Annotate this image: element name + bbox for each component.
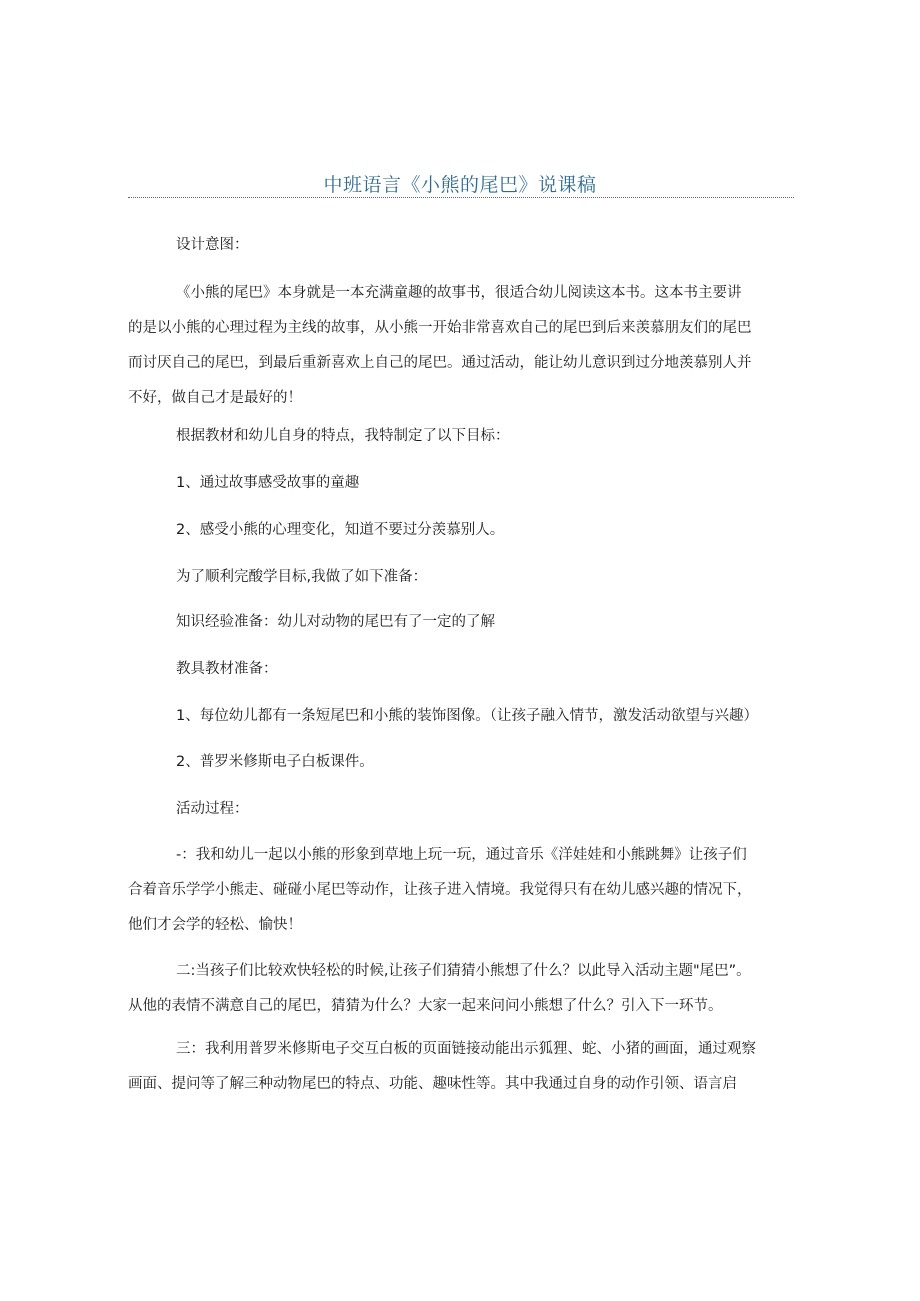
step-line: 他们才会学的轻松、愉快！ <box>128 917 302 933</box>
material-item-2: 2、普罗米修斯电子白板课件。 <box>176 754 374 770</box>
intro-line: 而讨厌自己的尾巴，到最后重新喜欢上自己的尾巴。通过活动，能让幼儿意识到过分地羡慕别人并 <box>128 355 752 371</box>
document-title: 中班语言《小熊的尾巴》说课稿 <box>323 174 597 196</box>
intro-line: 的是以小熊的心理过程为主线的故事，从小熊一开始非常喜欢自己的尾巴到后来羡慕朋友们的尾巴 <box>128 320 752 336</box>
intro-line: 不好，做自己才是最好的！ <box>128 390 302 406</box>
goal-item-2: 2、感受小熊的心理变化，知道不要过分羡慕别人。 <box>176 522 505 538</box>
material-item-1: 1、每位幼儿都有一条短尾巴和小熊的装饰图像。（让孩子融入情节，激发活动欲望与兴趣） <box>176 708 758 724</box>
knowledge-preparation: 知识经验准备：幼儿对动物的尾巴有了一定的了解 <box>176 614 495 630</box>
intro-line: 《小熊的尾巴》本身就是一本充满童趣的故事书，很适合幼儿阅读这本书。这本书主要讲 <box>176 285 742 301</box>
step-line: 三：我利用普罗米修斯电子交互白板的页面链接动能出示狐狸、蛇、小猪的画面，通过观察 <box>176 1041 756 1057</box>
step-line: 合着音乐学学小熊走、碰碰小尾巴等动作，让孩子进入情境。我觉得只有在幼儿感兴趣的情况下， <box>128 882 752 898</box>
step-line: 二:当孩子们比较欢快轻松的时候,让孩子们猜猜小熊想了什么？以此导入活动主题"尾巴”。 <box>176 963 751 979</box>
step-line: 从他的表情不满意自己的尾巴，猜猜为什么？大家一起来问问小熊想了什么？引入下一环节。 <box>128 998 723 1014</box>
process-heading: 活动过程： <box>176 801 249 817</box>
title-divider <box>128 197 794 198</box>
materials-heading: 教具教材准备： <box>176 661 278 677</box>
step-line: -：我和幼儿一起以小熊的形象到草地上玩一玩，通过音乐《洋娃娃和小熊跳舞》让孩子们 <box>176 847 747 863</box>
process-step-1 <box>128 838 800 943</box>
intro-paragraph <box>128 276 800 416</box>
process-step-2 <box>128 954 800 1024</box>
preparation-intro: 为了顺利完酸学目标,我做了如下准备： <box>176 569 428 585</box>
goal-item-1: 1、通过故事感受故事的童趣 <box>176 475 360 491</box>
process-step-3 <box>128 1032 800 1102</box>
design-intent-heading: 设计意图： <box>176 237 249 253</box>
goals-intro: 根据教材和幼儿自身的特点，我特制定了以下目标： <box>176 428 510 444</box>
step-line: 画面、提问等了解三种动物尾巴的特点、功能、趣味性等。其中我通过自身的动作引领、语言启 <box>128 1076 737 1092</box>
